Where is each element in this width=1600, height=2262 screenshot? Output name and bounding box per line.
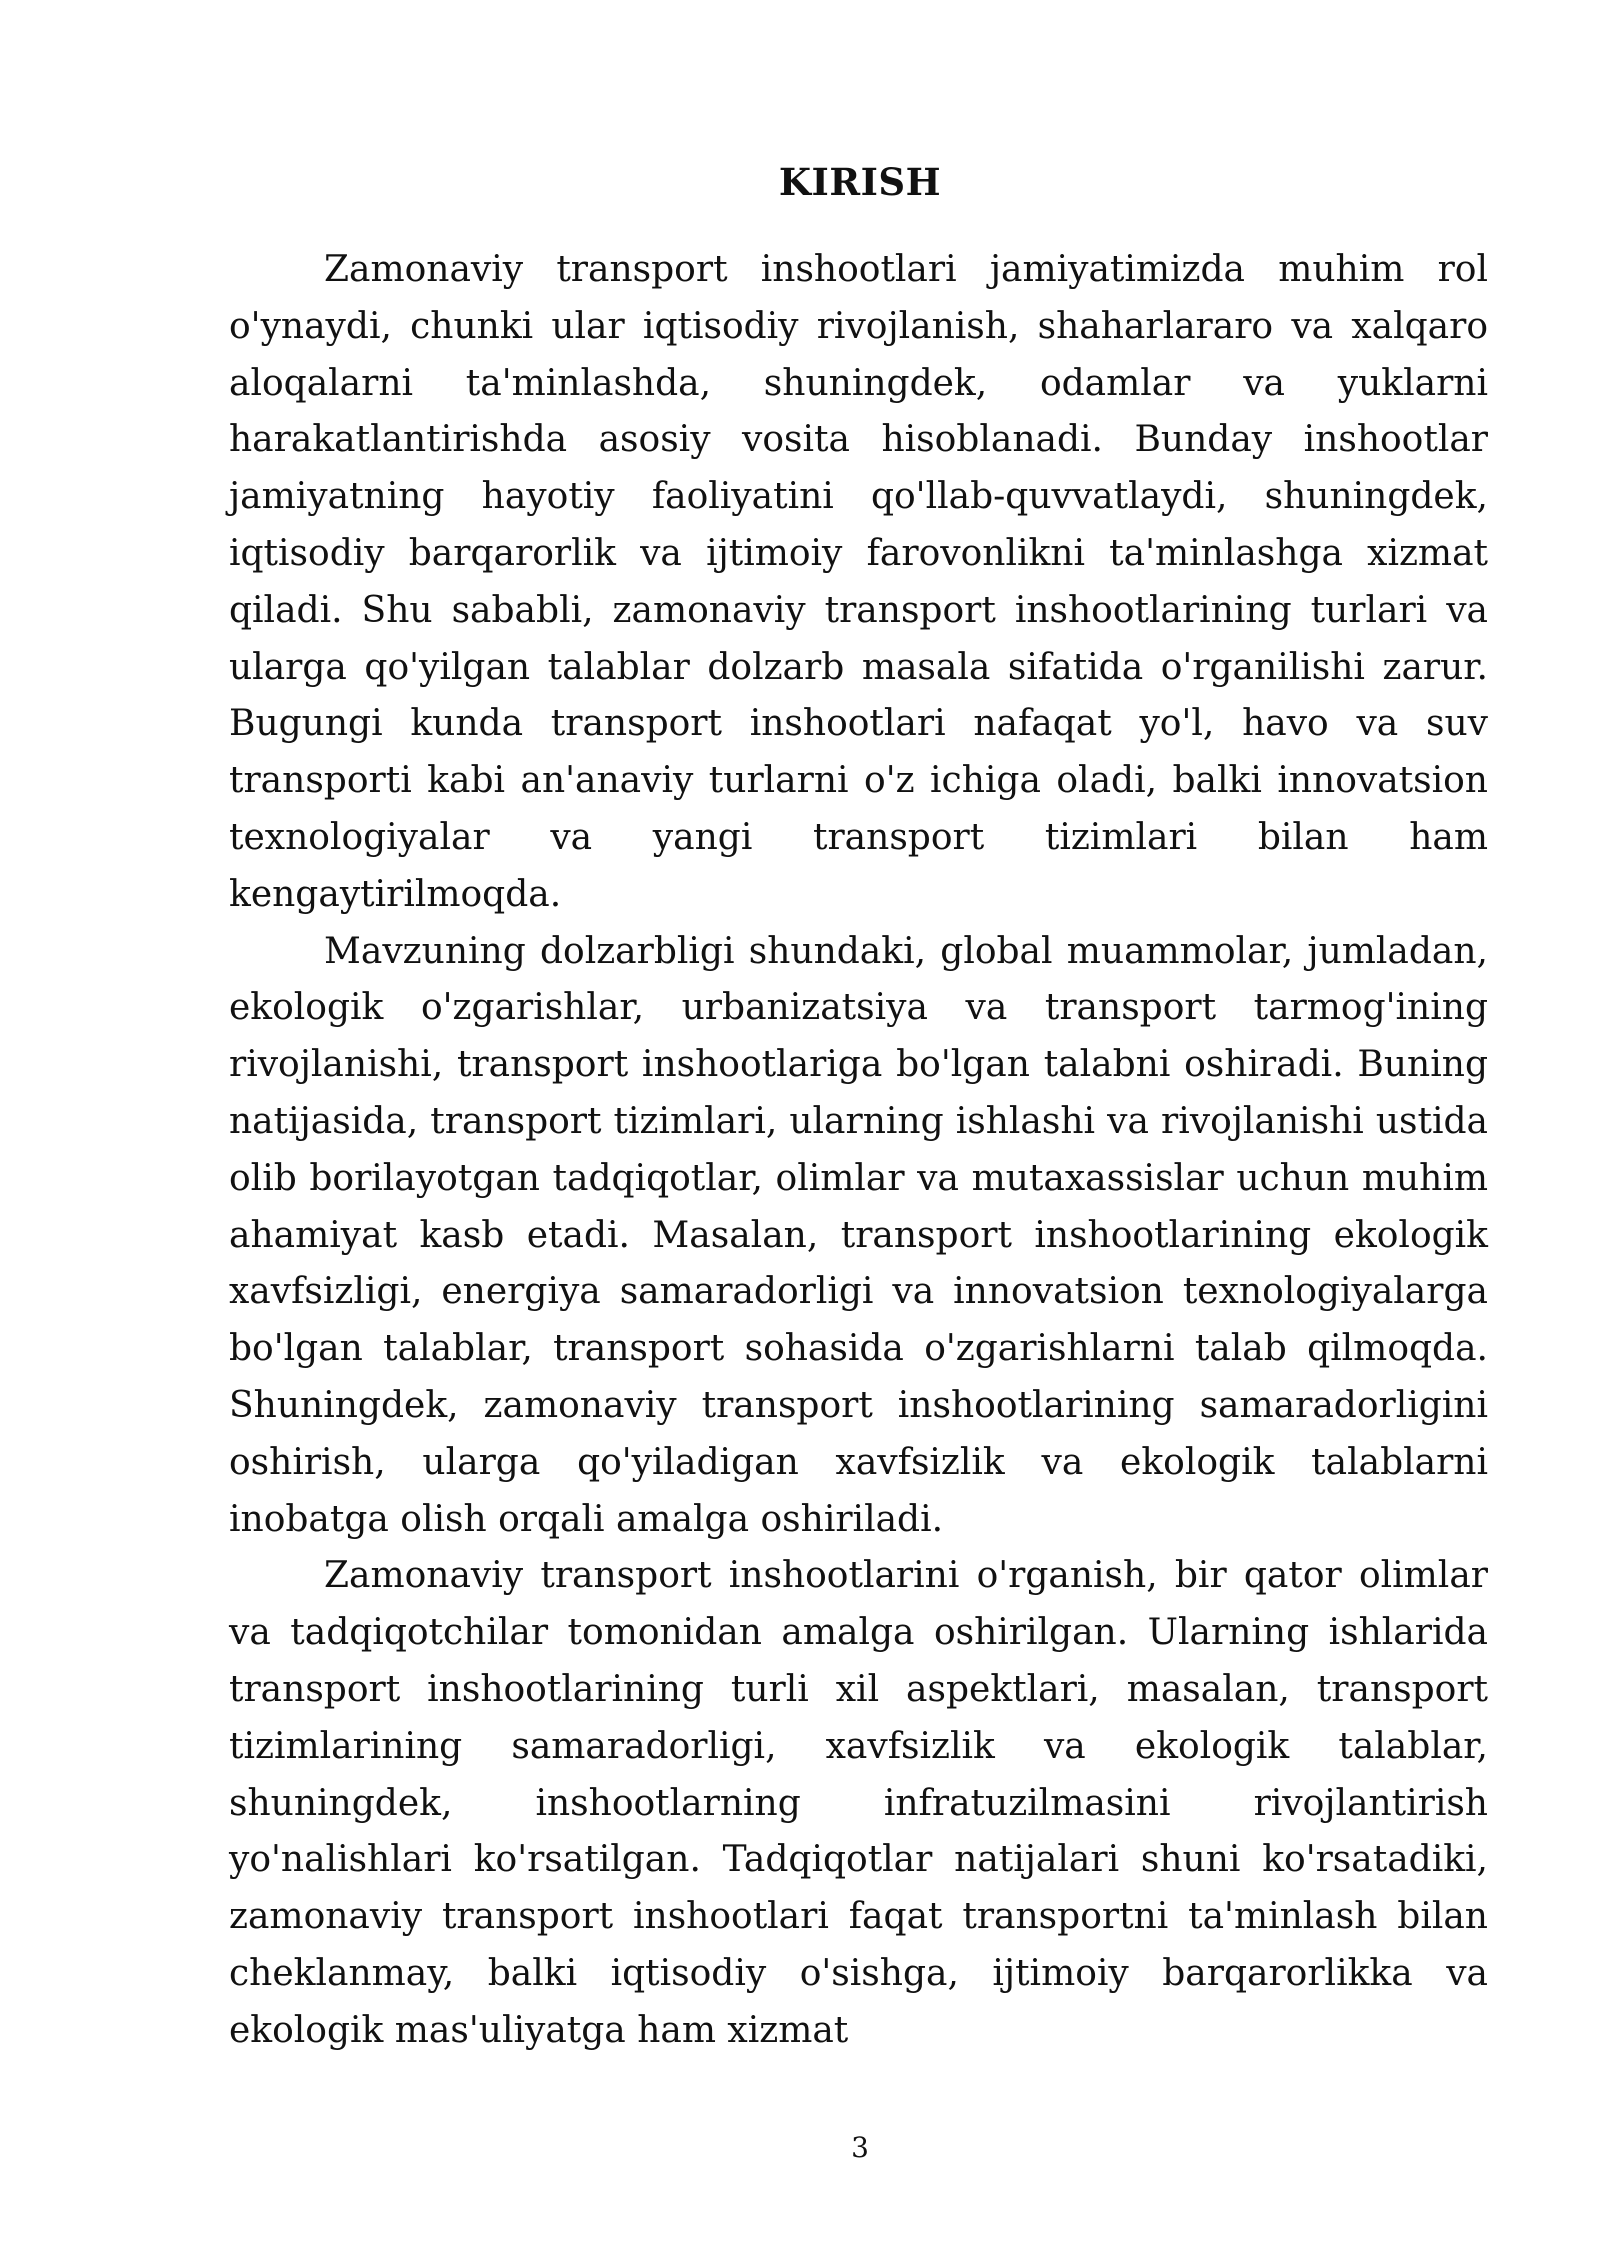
paragraph-3: Zamonaviy transport inshootlarini o'rganish, bir qator olimlar va tadqiqotchilar tomonidan amalga oshirilgan. Ularning ishlarida transport inshootlarining turli xil aspektlari, masalan, transport tizimlarining samaradorligi, xavfsizlik va ekologik talablar, shuningdek, inshootlarning infratuzilmasini rivojlantirish yo'nalishlari ko'rsatilgan. Tadqiqotlar natijalari shuni ko'rsatadiki, zamonaviy transport inshootlari faqat transportni ta'minlash bilan cheklanmay, balki iqtisodiy o'sishga, ijtimoiy barqarorlikka va ekologik mas'uliyatga ham xizmat — [229, 1555, 1488, 2051]
paragraph-1: Zamonaviy transport inshootlari jamiyatimizda muhim rol o'ynaydi, chunki ular iqtisodiy rivojlanish, shaharlararo va xalqaro aloqalarni ta'minlashda, shuningdek, odamlar va yuklarni harakatlantirishda asosiy vosita hisoblanadi. Bunday inshootlar jamiyatning hayotiy faoliyatini qo'llab-quvvatlaydi, shuningdek, iqtisodiy barqarorlik va ijtimoiy farovonlikni ta'minlashga xizmat qiladi. Shu sababli, zamonaviy transport inshootlarining turlari va ularga qo'yilgan talablar dolzarb masala sifatida o'rganilishi zarur. Bugungi kunda transport inshootlari nafaqat yo'l, havo va suv transporti kabi an'anaviy turlarni o'z ichiga oladi, balki innovatsion texnologiyalar va yangi transport tizimlari bilan ham kengaytirilmoqda. — [229, 249, 1488, 915]
page-title: KIRISH — [778, 160, 942, 204]
paragraph-2: Mavzuning dolzarbligi shundaki, global muammolar, jumladan, ekologik o'zgarishlar, urbanizatsiya va transport tarmog'ining rivojlanishi, transport inshootlariga bo'lgan talabni oshiradi. Buning natijasida, transport tizimlari, ularning ishlashi va rivojlanishi ustida olib borilayotgan tadqiqotlar, olimlar va mutaxassislar uchun muhim ahamiyat kasb etadi. Masalan, transport inshootlarining ekologik xavfsizligi, energiya samaradorligi va innovatsion texnologiyalarga bo'lgan talablar, transport sohasida o'zgarishlarni talab qilmoqda. Shuningdek, zamonaviy transport inshootlarining samaradorligini oshirish, ularga qo'yiladigan xavfsizlik va ekologik talablarni inobatga olish orqali amalga oshiriladi. — [229, 930, 1488, 1540]
page-number: 3 — [851, 2131, 869, 2164]
body-text — [229, 242, 1488, 2060]
